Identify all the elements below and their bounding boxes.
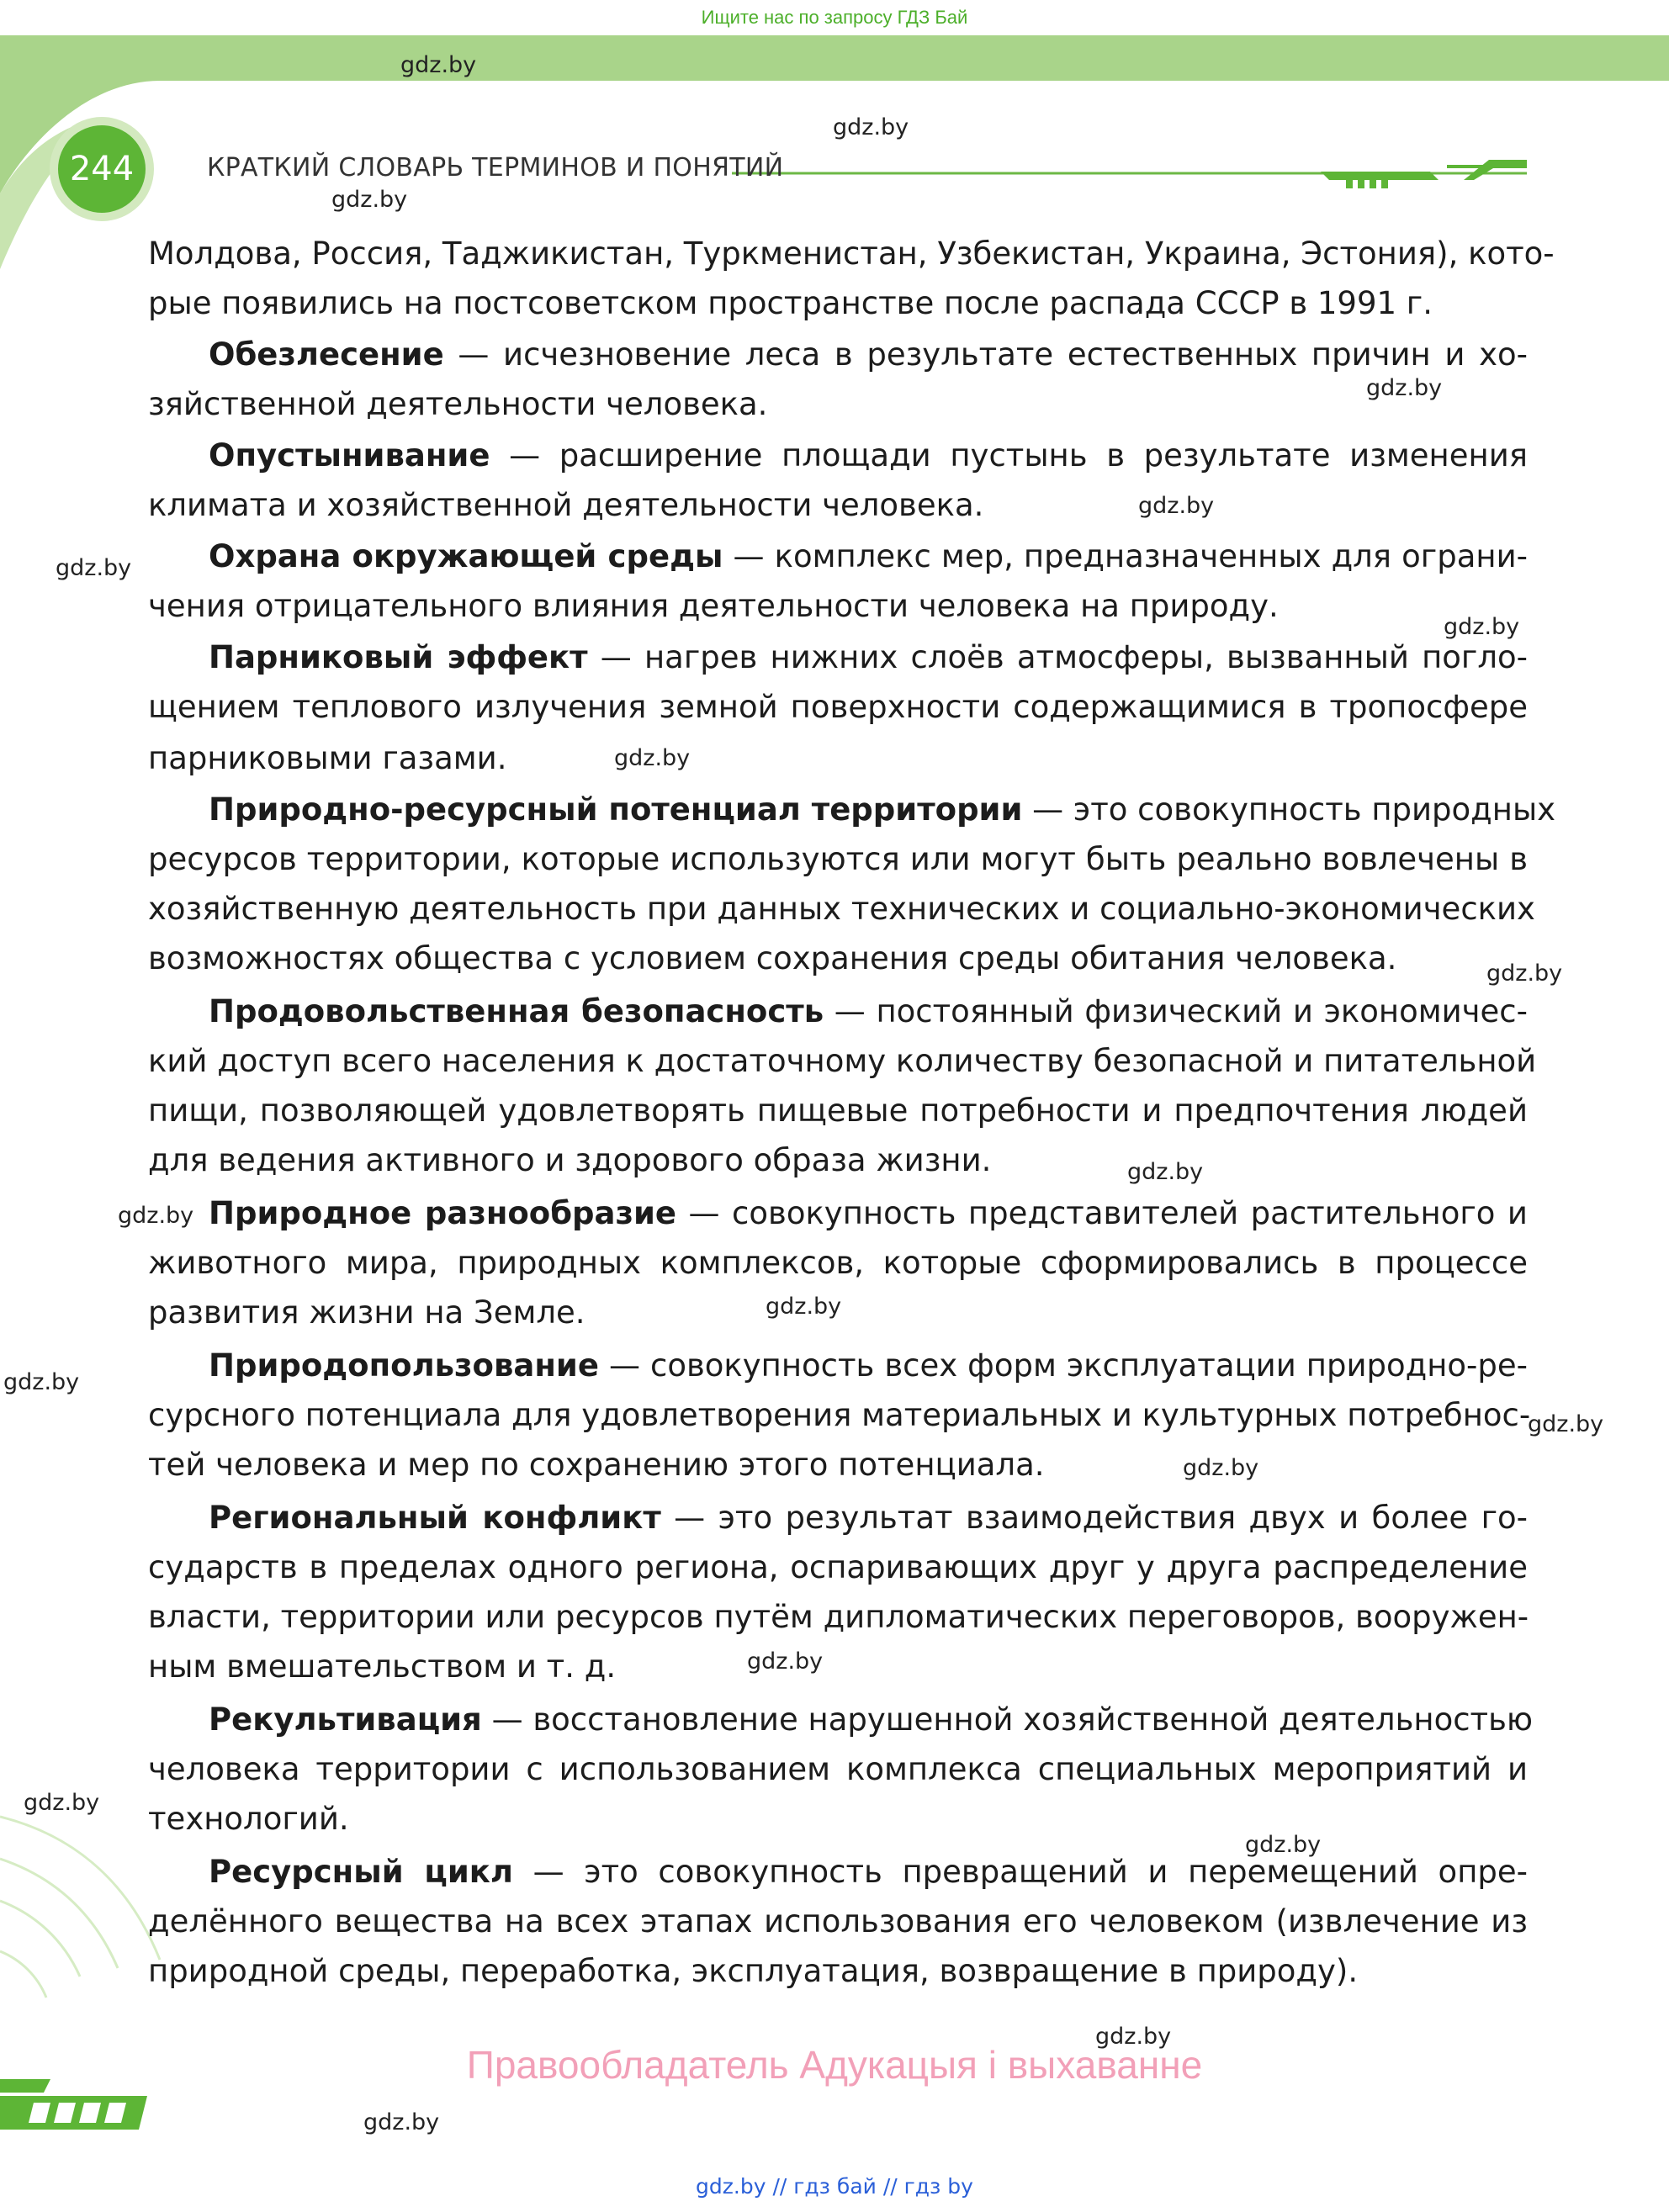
watermark: gdz.by bbox=[400, 52, 477, 78]
glossary-definition: ресурсов территории, которые используются или могут быть реально вовлечены в bbox=[148, 841, 1528, 877]
glossary-term-line bbox=[209, 1341, 1528, 1391]
glossary-definition: кий доступ всего населения к достаточному количеству безопасной и питательной bbox=[148, 1043, 1537, 1079]
glossary-definition: для ведения активного и здорового образа жизни. bbox=[148, 1142, 992, 1178]
glossary-definition: власти, территории или ресурсов путём дипломатических переговоров, вооружен- bbox=[148, 1599, 1529, 1635]
glossary-text-line bbox=[148, 1543, 1528, 1593]
watermark: gdz.by bbox=[56, 555, 132, 581]
glossary-definition: хозяйственную деятельность при данных технических и социально-экономических bbox=[148, 891, 1535, 927]
glossary-definition: развития жизни на Земле. bbox=[148, 1294, 585, 1331]
glossary-text-line bbox=[148, 278, 1528, 329]
glossary-text-line bbox=[148, 1086, 1528, 1136]
watermark: gdz.by bbox=[1486, 960, 1563, 987]
glossary-definition: — совокупность всех форм эксплуатации природно-ре- bbox=[598, 1347, 1528, 1384]
glossary-definition: щением теплового излучения земной поверхности содержащимися в тропосфере bbox=[148, 689, 1528, 725]
glossary-term: Обезлесение bbox=[209, 336, 444, 373]
glossary-text-line bbox=[148, 581, 1528, 632]
glossary-term-line bbox=[209, 987, 1528, 1037]
glossary-definition: Молдова, Россия, Таджикистан, Туркменистан, Узбекистан, Украина, Эстония), кото- bbox=[148, 235, 1555, 272]
glossary-definition: — комплекс мер, предназначенных для ограни- bbox=[723, 538, 1528, 574]
watermark: gdz.by bbox=[747, 1648, 824, 1675]
glossary-definition: климата и хозяйственной деятельности человека. bbox=[148, 487, 984, 523]
glossary-text-line bbox=[148, 379, 1528, 430]
glossary-definition: сурсного потенциала для удовлетворения материальных и культурных потребнос- bbox=[148, 1397, 1531, 1433]
page-number: 244 bbox=[69, 150, 135, 188]
glossary-definition: — постоянный физический и экономичес- bbox=[824, 993, 1528, 1029]
footer-links: gdz.by // гдз бай // гдз by bbox=[696, 2174, 973, 2199]
glossary-definition: — это результат взаимодействия двух и более го- bbox=[660, 1500, 1528, 1536]
watermark: gdz.by bbox=[363, 2109, 440, 2135]
glossary-definition: пищи, позволяющей удовлетворять пищевые потребности и предпочтения людей bbox=[148, 1093, 1528, 1129]
glossary-definition: рые появились на постсоветском пространстве после распада СССР в 1991 г. bbox=[148, 285, 1433, 321]
glossary-text-line bbox=[148, 1135, 1528, 1186]
watermark: gdz.by bbox=[833, 114, 909, 140]
rights-holder-notice: Правообладатель Адукацыя і выхаванне bbox=[466, 2043, 1203, 2087]
glossary-text-line bbox=[148, 934, 1528, 984]
glossary-definition: — совокупность представителей растительного и bbox=[676, 1195, 1528, 1231]
glossary-text-line bbox=[148, 1440, 1528, 1490]
watermark: gdz.by bbox=[1444, 614, 1520, 640]
glossary-term: Парниковый эффект bbox=[209, 639, 588, 675]
glossary-definition: — нагрев нижних слоёв атмосферы, вызванный погло- bbox=[587, 639, 1528, 675]
watermark: gdz.by bbox=[1127, 1159, 1204, 1185]
glossary-definition: природной среды, переработка, эксплуатация, возвращение в природу). bbox=[148, 1953, 1359, 1989]
glossary-definition: — расширение площади пустынь в результате изменения bbox=[490, 437, 1528, 474]
watermark: gdz.by bbox=[331, 187, 408, 213]
glossary-term-line bbox=[209, 330, 1528, 380]
glossary-text-line bbox=[148, 1238, 1528, 1289]
glossary-term: Рекультивация bbox=[209, 1701, 482, 1738]
glossary-definition: тей человека и мер по сохранению этого потенциала. bbox=[148, 1447, 1045, 1483]
glossary-term: Опустынивание bbox=[209, 437, 490, 474]
glossary-definition: технологий. bbox=[148, 1801, 349, 1837]
glossary-definition: возможностях общества с условием сохранения среды обитания человека. bbox=[148, 940, 1397, 976]
glossary-definition: парниковыми газами. bbox=[148, 740, 507, 776]
glossary-text-line bbox=[148, 1592, 1528, 1643]
glossary-term-line bbox=[209, 1695, 1534, 1745]
glossary-definition: — исчезновение леса в результате естественных причин и хо- bbox=[443, 336, 1528, 373]
glossary-term-line bbox=[209, 785, 1556, 835]
glossary-definition: человека территории с использованием комплекса специальных мероприятий и bbox=[148, 1751, 1528, 1787]
bottom-left-ornament bbox=[0, 1817, 160, 1998]
glossary-text-line bbox=[148, 682, 1528, 733]
glossary-text-line bbox=[148, 884, 1535, 934]
glossary-term-line bbox=[209, 532, 1528, 582]
glossary-text-line bbox=[148, 480, 1528, 531]
glossary-term-line bbox=[209, 431, 1528, 481]
watermark: gdz.by bbox=[1528, 1411, 1604, 1437]
glossary-term: Природопользование bbox=[209, 1347, 599, 1384]
glossary-term-line bbox=[209, 1493, 1528, 1543]
glossary-text-line bbox=[148, 229, 1555, 279]
glossary-text-line bbox=[148, 1946, 1528, 1997]
glossary-definition: ным вмешательством и т. д. bbox=[148, 1648, 617, 1685]
glossary-term: Природное разнообразие bbox=[209, 1195, 677, 1231]
glossary-term-line bbox=[209, 632, 1528, 683]
watermark: gdz.by bbox=[1095, 2024, 1172, 2050]
watermark: gdz.by bbox=[1138, 493, 1215, 519]
watermark: gdz.by bbox=[614, 745, 691, 771]
glossary-term: Природно-ресурсный потенциал территории bbox=[209, 791, 1023, 828]
glossary-text-line bbox=[148, 1390, 1531, 1441]
watermark: gdz.by bbox=[1245, 1832, 1322, 1858]
glossary-term: Охрана окружающей среды bbox=[209, 538, 723, 574]
glossary-term: Продовольственная безопасность bbox=[209, 993, 824, 1029]
glossary-text-line bbox=[148, 1897, 1528, 1947]
glossary-definition: — восстановление нарушенной хозяйственной деятельностью bbox=[481, 1701, 1534, 1738]
glossary-definition: чения отрицательного влияния деятельности человека на природу. bbox=[148, 588, 1279, 624]
glossary-term-line bbox=[209, 1188, 1528, 1239]
watermark: gdz.by bbox=[24, 1790, 100, 1816]
glossary-term: Региональный конфликт bbox=[209, 1500, 661, 1536]
glossary-definition: зяйственной деятельности человека. bbox=[148, 386, 768, 422]
glossary-definition: — это совокупность природных bbox=[1022, 791, 1556, 828]
glossary-text-line bbox=[148, 1642, 1528, 1692]
glossary-text-line bbox=[148, 733, 1528, 784]
watermark: gdz.by bbox=[1366, 375, 1443, 401]
section-title: КРАТКИЙ СЛОВАРЬ ТЕРМИНОВ И ПОНЯТИЙ bbox=[207, 153, 784, 183]
glossary-text-line bbox=[148, 834, 1528, 885]
glossary-text-line bbox=[148, 1036, 1537, 1087]
watermark: gdz.by bbox=[766, 1294, 842, 1320]
glossary-definition: делённого вещества на всех этапах использования его человеком (извлечение из bbox=[148, 1903, 1528, 1939]
glossary-text-line bbox=[148, 1744, 1528, 1795]
glossary-term-line bbox=[209, 1847, 1528, 1897]
glossary-definition: — это совокупность превращений и перемещений опре- bbox=[512, 1854, 1528, 1890]
watermark: gdz.by bbox=[1183, 1455, 1259, 1481]
glossary-definition: сударств в пределах одного региона, оспаривающих друг у друга распределение bbox=[148, 1549, 1528, 1585]
watermark: gdz.by bbox=[3, 1369, 80, 1395]
top-banner: Ищите нас по запросу ГДЗ Бай bbox=[0, 0, 1669, 35]
glossary-term: Ресурсный цикл bbox=[209, 1854, 513, 1890]
glossary-definition: животного мира, природных комплексов, которые сформировались в процессе bbox=[148, 1245, 1528, 1281]
watermark: gdz.by bbox=[118, 1203, 194, 1229]
